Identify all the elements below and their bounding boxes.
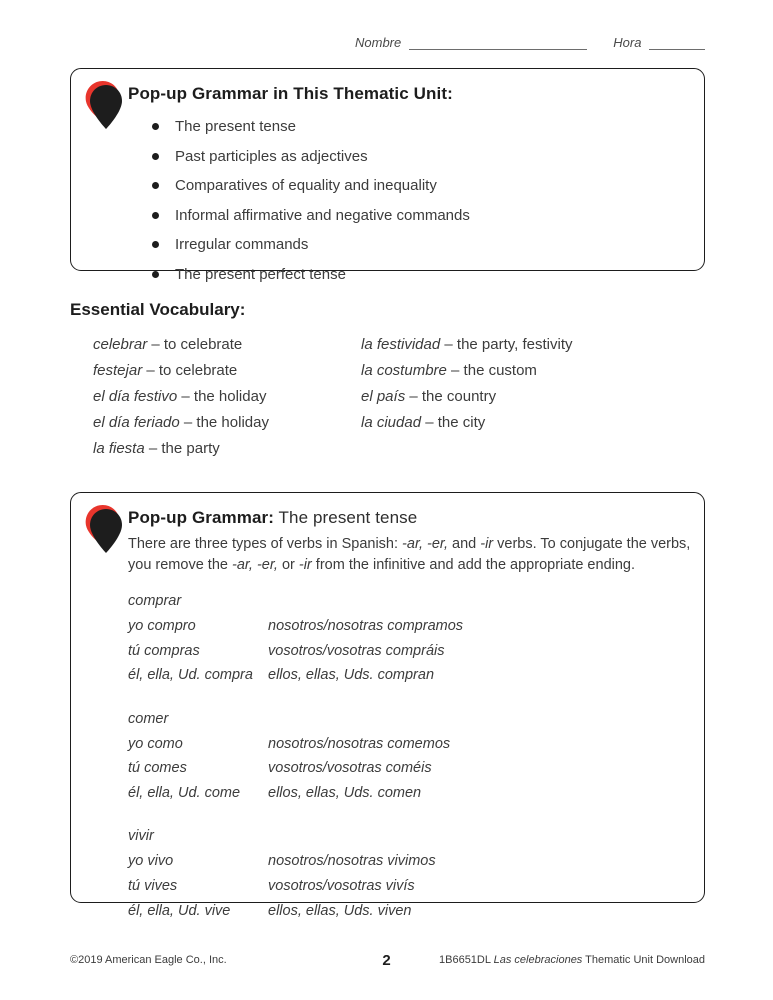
vocab-definition: – the party (148, 440, 220, 457)
list-item (152, 236, 684, 253)
footer-document-code (439, 954, 705, 966)
intro-segment-italic: -ar, -er, (231, 557, 278, 574)
vocab-term: la ciudad (361, 414, 422, 431)
conjugation-grid (128, 732, 684, 806)
conjugation-cell: ellos, ellas, Uds. compran (268, 667, 435, 684)
intro-segment: verbs. To conjugate the verbs, you remove the (128, 536, 691, 574)
vocab-term: el país (361, 388, 406, 405)
hora-blank-line (649, 34, 705, 50)
intro-segment: from the infinitive and add the appropriate ending. (311, 557, 636, 574)
vocab-definition: – the country (409, 388, 497, 405)
conjugation-cell: tú vives (128, 878, 178, 895)
location-pin-icon (84, 80, 128, 138)
infinitive-label: comprar (128, 592, 182, 609)
intro-segment: or (277, 557, 299, 574)
bullet-icon (152, 182, 159, 189)
intro-segment-italic: -ar, -er, (402, 536, 448, 552)
popup-present-title-rest: The present tense (274, 508, 418, 527)
verb-group-comer (128, 707, 684, 806)
vocab-term: celebrar (93, 336, 148, 353)
conjugation-grid (128, 614, 684, 688)
list-item (152, 118, 684, 135)
popup-present-title (128, 508, 684, 528)
doc-code: 1B6651DL (439, 954, 494, 966)
vocab-section-title: Essential Vocabulary: (70, 300, 246, 319)
list-item (152, 266, 684, 283)
conjugation-cell: vosotros/vosotras vivís (268, 878, 415, 895)
list-item (152, 177, 684, 194)
conjugation-cell: vosotros/vosotras compráis (268, 642, 445, 659)
bullet-icon (152, 123, 159, 130)
conjugation-cell: nosotros/nosotras vivimos (268, 853, 436, 870)
vocab-entry (361, 332, 573, 358)
doc-title-italic: Las celebraciones (493, 954, 583, 966)
conjugation-cell: tú compras (128, 642, 200, 659)
list-item (152, 207, 684, 224)
conjugation-cell: él, ella, Ud. vive (128, 902, 231, 919)
infinitive-label: vivir (128, 828, 154, 845)
vocab-definition: – to celebrate (146, 362, 238, 379)
conjugation-cell: ellos, ellas, Uds. comen (268, 784, 422, 801)
popup-grammar-unit-box (70, 68, 705, 283)
vocab-column-left (93, 332, 361, 462)
intro-segment: There are three types of verbs in Spanish: (128, 536, 403, 552)
popup-grammar-present-tense-box (70, 492, 705, 919)
verb-group-vivir (128, 824, 684, 923)
present-tense-intro (128, 534, 716, 577)
footer-copyright: ©2019 American Eagle Co., Inc. (70, 954, 227, 966)
list-item-label: Past participles as adjectives (175, 147, 368, 165)
list-item-label: Comparatives of equality and inequality (175, 177, 437, 194)
conjugation-grid (128, 849, 684, 923)
vocab-definition: – to celebrate (151, 336, 243, 353)
vocab-entry (93, 384, 361, 410)
vocab-definition: – the party, festivity (444, 336, 573, 353)
conjugation-cell: tú comes (128, 760, 187, 777)
nombre-blank-line (409, 34, 587, 50)
vocab-column-right (361, 332, 573, 462)
vocab-entry (93, 436, 361, 462)
hora-label: Hora (613, 35, 642, 50)
popup-present-title-bold: Pop-up Grammar: (128, 508, 275, 527)
conjugation-cell: él, ella, Ud. come (128, 784, 241, 801)
conjugation-cell: yo como (128, 735, 183, 752)
vocab-columns (93, 332, 573, 462)
bullet-icon (152, 241, 159, 248)
conjugation-cell: nosotros/nosotras compramos (268, 617, 464, 634)
vocab-term: la fiesta (93, 440, 145, 457)
vocab-definition: – the holiday (183, 414, 269, 431)
vocab-term: el día festivo (93, 388, 178, 405)
grammar-topics-list (152, 118, 684, 283)
vocab-definition: – the holiday (181, 388, 267, 405)
conjugation-cell: él, ella, Ud. compra (128, 667, 253, 684)
vocab-entry (93, 358, 361, 384)
vocab-term: la festividad (361, 336, 441, 353)
intro-segment-italic: -ir (480, 536, 494, 552)
conjugation-cell: yo vivo (128, 853, 174, 870)
vocab-entry (93, 410, 361, 436)
infinitive-label: comer (128, 710, 169, 727)
vocab-term: festejar (93, 362, 143, 379)
list-item-label: The present tense (175, 118, 296, 135)
bullet-icon (152, 153, 159, 160)
bullet-icon (152, 212, 159, 219)
conjugation-tables (128, 589, 684, 923)
conjugation-cell: nosotros/nosotras comemos (268, 735, 451, 752)
doc-rest: Thematic Unit Download (582, 954, 705, 966)
conjugation-cell: yo compro (128, 617, 196, 634)
bullet-icon (152, 271, 159, 278)
location-pin-icon (84, 504, 128, 562)
nombre-label: Nombre (355, 35, 402, 50)
page-number: 2 (382, 952, 391, 969)
vocab-definition: – the city (425, 414, 486, 431)
conjugation-cell: ellos, ellas, Uds. viven (268, 902, 412, 919)
list-item-label: The present perfect tense (175, 265, 346, 283)
vocab-entry (361, 410, 573, 436)
vocab-entry (93, 332, 361, 358)
conjugation-cell: vosotros/vosotras coméis (268, 760, 432, 777)
list-item-label: Informal affirmative and negative commands (175, 206, 470, 224)
vocab-entry (361, 384, 573, 410)
list-item-label: Irregular commands (175, 236, 309, 253)
vocab-definition: – the custom (451, 362, 537, 379)
vocab-term: el día feriado (93, 414, 180, 431)
vocab-entry (361, 358, 573, 384)
intro-segment-italic: -ir (298, 557, 312, 574)
list-item (152, 148, 684, 165)
intro-segment: and (447, 536, 481, 552)
popup-unit-title: Pop-up Grammar in This Thematic Unit: (128, 84, 453, 103)
vocab-term: la costumbre (361, 362, 447, 379)
verb-group-comprar (128, 589, 684, 688)
header-name-hora (355, 34, 705, 50)
